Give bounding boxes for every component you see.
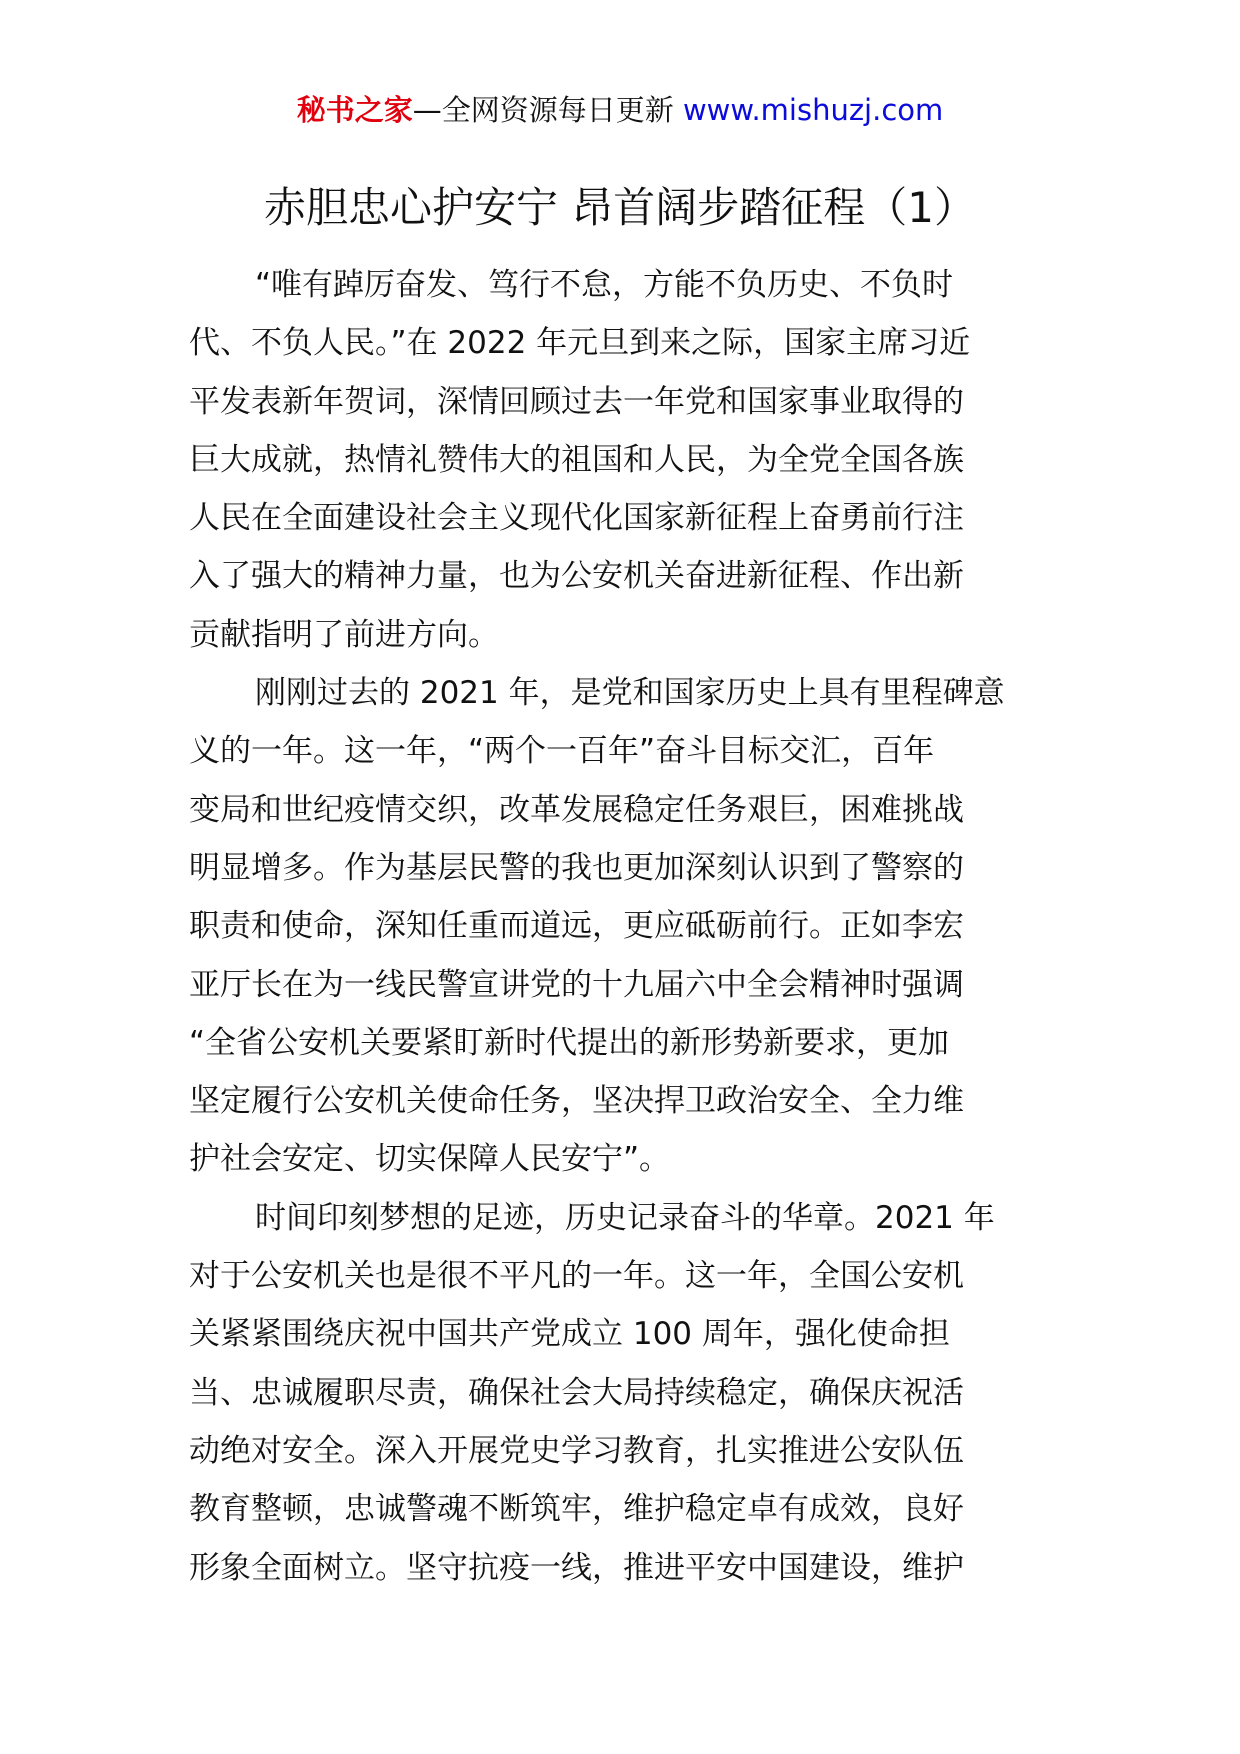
text-line: 时间印刻梦想的足迹，历史记录奋斗的华章。2021 年 bbox=[255, 1199, 995, 1236]
paragraph-1 bbox=[189, 256, 1059, 664]
text-line: “唯有踔厉奋发、笃行不怠，方能不负历史、不负时 bbox=[255, 267, 954, 303]
banner-tagline: —全网资源每日更新 bbox=[412, 93, 674, 127]
text-line: 贡献指明了前进方向。 bbox=[189, 616, 499, 653]
site-url-link[interactable]: www.mishuzj.com bbox=[682, 93, 944, 127]
text-line: 职责和使命，深知任重而道远，更应砥砺前行。正如李宏 bbox=[189, 908, 964, 945]
text-line: 人民在全面建设社会主义现代化国家新征程上奋勇前行注 bbox=[189, 500, 964, 537]
text-line: 形象全面树立。坚守抗疫一线，推进平安中国建设，维护 bbox=[189, 1549, 964, 1586]
text-line: 护社会安定、切实保障人民安宁”。 bbox=[189, 1141, 671, 1178]
text-line: 代、不负人民。”在 2022 年元旦到来之际，国家主席习近 bbox=[189, 325, 971, 362]
text-line: 关紧紧围绕庆祝中国共产党成立 100 周年，强化使命担 bbox=[189, 1316, 950, 1353]
document-body bbox=[189, 256, 1059, 1597]
text-line: 义的一年。这一年，“两个一百年”奋斗目标交汇，百年 bbox=[189, 733, 935, 770]
text-line: 刚刚过去的 2021 年，是党和国家历史上具有里程碑意 bbox=[255, 675, 1005, 712]
text-line: 当、忠诚履职尽责，确保社会大局持续稳定，确保庆祝活 bbox=[189, 1374, 964, 1411]
document-title: 赤胆忠心护安宁 昂首阔步踏征程（1） bbox=[263, 183, 977, 232]
text-line: 入了强大的精神力量，也为公安机关奋进新征程、作出新 bbox=[189, 558, 964, 595]
text-line: 巨大成就，热情礼赞伟大的祖国和人民，为全党全国各族 bbox=[189, 441, 964, 478]
text-line: 教育整顿，忠诚警魂不断筑牢，维护稳定卓有成效，良好 bbox=[189, 1491, 964, 1528]
brand-name: 秘书之家 bbox=[296, 93, 413, 127]
text-line: 明显增多。作为基层民警的我也更加深刻认识到了警察的 bbox=[189, 849, 964, 886]
text-line: “全省公安机关要紧盯新时代提出的新形势新要求，更加 bbox=[189, 1024, 950, 1061]
text-line: 对于公安机关也是很不平凡的一年。这一年，全国公安机 bbox=[189, 1258, 964, 1295]
text-line: 坚定履行公安机关使命任务，坚决捍卫政治安全、全力维 bbox=[189, 1083, 964, 1120]
paragraph-2 bbox=[189, 664, 1059, 1189]
text-line: 亚厅长在为一线民警宣讲党的十九届六中全会精神时强调 bbox=[189, 966, 964, 1003]
site-banner bbox=[0, 90, 1240, 130]
text-line: 平发表新年贺词，深情回顾过去一年党和国家事业取得的 bbox=[189, 383, 964, 420]
text-line: 变局和世纪疫情交织，改革发展稳定任务艰巨，困难挑战 bbox=[189, 791, 964, 828]
paragraph-3 bbox=[189, 1189, 1059, 1597]
text-line: 动绝对安全。深入开展党史学习教育，扎实推进公安队伍 bbox=[189, 1432, 964, 1469]
